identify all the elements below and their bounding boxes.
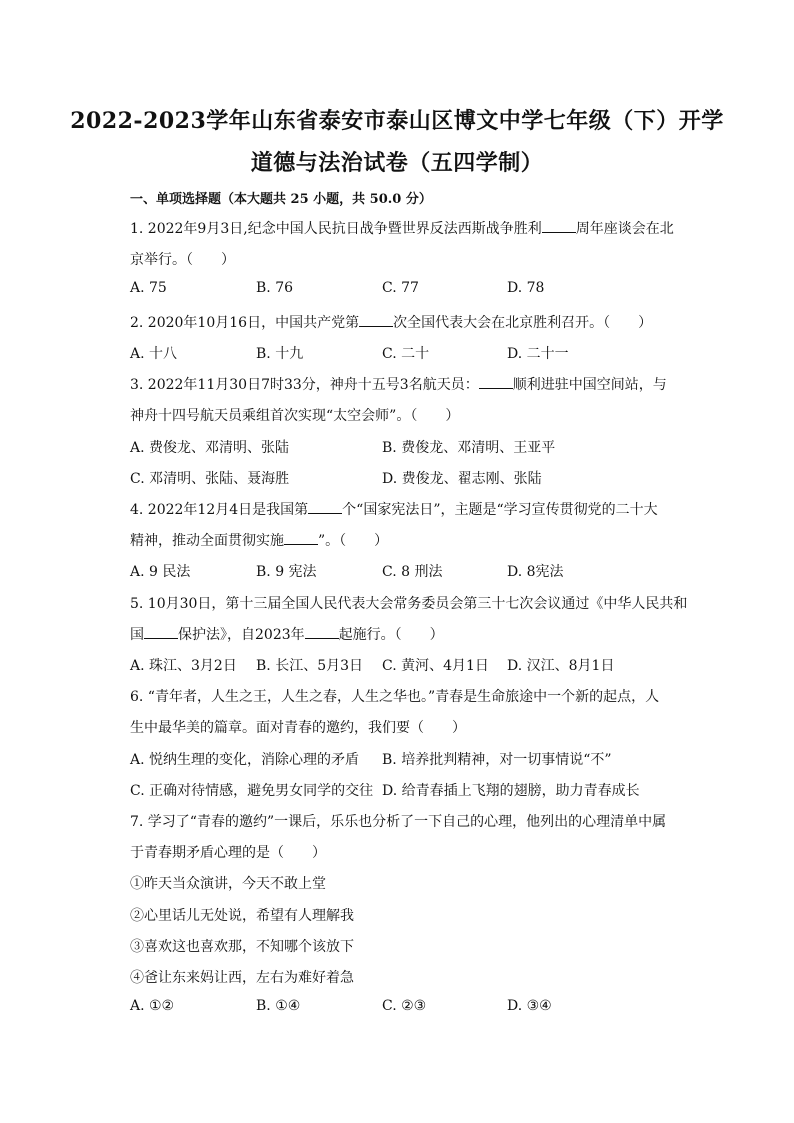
option-a: A. 75 — [130, 280, 167, 296]
option-b: B. 长江、5月3日 — [256, 658, 364, 674]
question-text: 神舟十四号航天员乘组首次实现“太空会师”。（ ） — [130, 408, 460, 424]
option-a: A. ①② — [130, 998, 175, 1014]
option-a: A. 9 民法 — [130, 564, 191, 580]
statement-2: ②心里话儿无处说，希望有人理解我 — [130, 908, 354, 924]
question-text: 次全国代表大会在北京胜利召开。（ ） — [393, 315, 653, 331]
option-b: B. 十九 — [256, 346, 304, 362]
option-d: D. ③④ — [507, 998, 552, 1014]
option-c: C. 8 刑法 — [382, 564, 443, 580]
option-d: D. 二十一 — [507, 346, 569, 362]
question-text: 6. “青年者，人生之王，人生之春，人生之华也。”青春是生命旅途中一个新的起点，人 — [130, 689, 660, 705]
question-text: 保护法》，自2023年 — [178, 627, 305, 643]
answer-blank — [284, 532, 318, 545]
option-b: B. 9 宪法 — [256, 564, 317, 580]
question-text: 精神，推动全面贯彻实施 — [130, 533, 284, 549]
option-c: C. 77 — [382, 280, 419, 296]
statement-3: ③喜欢这也喜欢那，不知哪个该放下 — [130, 939, 354, 955]
statement-4: ④爸让东来妈让西，左右为难好着急 — [130, 970, 354, 986]
option-d: D. 给青春插上飞翔的翅膀，助力青春成长 — [382, 783, 640, 799]
answer-blank — [479, 376, 513, 389]
option-b: B. ①④ — [256, 998, 301, 1014]
question-text: 起施行。（ ） — [338, 627, 444, 643]
option-b: B. 76 — [256, 280, 294, 296]
option-a: A. 珠江、3月2日 — [130, 658, 237, 674]
option-a: A. 费俊龙、邓清明、张陆 — [130, 440, 290, 456]
question-text: 个“国家宪法日”，主题是“学习宣传贯彻党的二十大 — [342, 502, 658, 518]
question-text: 5. 10月30日，第十三届全国人民代表大会常务委员会第三十七次会议通过《中华人民共和 — [130, 596, 688, 612]
option-a: A. 悦纳生理的变化，消除心理的矛盾 — [130, 752, 360, 768]
option-c: C. 邓清明、张陆、聂海胜 — [130, 471, 290, 487]
question-text: 7. 学习了“青春的邀约”一课后，乐乐也分析了一下自己的心理，他列出的心理清单中属 — [130, 814, 667, 830]
question-text: 3. 2022年11月30日7时33分，神舟十五号3名航天员： — [130, 377, 479, 393]
question-text: 国 — [130, 627, 144, 643]
question-text: 京举行。（ ） — [130, 252, 235, 268]
exam-title-line2: 道德与法治试卷（五四学制） — [250, 150, 544, 176]
answer-blank — [305, 626, 339, 639]
statement-1: ①昨天当众演讲，今天不敢上堂 — [130, 876, 326, 892]
question-text: ”。（ ） — [318, 533, 389, 549]
answer-blank — [308, 501, 342, 514]
section-heading: 一、单项选择题（本大题共 25 小题，共 50.0 分） — [130, 192, 432, 207]
option-d: D. 费俊龙、翟志刚、张陆 — [382, 471, 542, 487]
option-a: A. 十八 — [130, 346, 178, 362]
option-d: D. 8宪法 — [507, 564, 564, 580]
option-c: C. 正确对待情感，避免男女同学的交往 — [130, 783, 374, 799]
exam-title-line1: 2022-2023学年山东省泰安市泰山区博文中学七年级（下）开学 — [70, 108, 724, 134]
answer-blank — [359, 314, 393, 327]
option-b: B. 费俊龙、邓清明、王亚平 — [382, 440, 556, 456]
option-c: C. 黄河、4月1日 — [382, 658, 489, 674]
question-text: 2. 2020年10月16日，中国共产党第 — [130, 315, 360, 331]
question-text: 于青春期矛盾心理的是（ ） — [130, 845, 326, 861]
option-b: B. 培养批判精神，对一切事情说“不” — [382, 752, 612, 768]
question-text: 4. 2022年12月4日是我国第 — [130, 502, 309, 518]
question-text: 顺利进驻中国空间站，与 — [512, 377, 667, 393]
option-d: D. 78 — [507, 280, 545, 296]
answer-blank — [542, 220, 576, 233]
question-text: 生中最华美的篇章。面对青春的邀约，我们要（ ） — [130, 720, 466, 736]
question-text: 周年座谈会在北 — [575, 221, 674, 237]
answer-blank — [144, 626, 178, 639]
option-c: C. 二十 — [382, 346, 430, 362]
option-c: C. ②③ — [382, 998, 427, 1014]
option-d: D. 汉江、8月1日 — [507, 658, 615, 674]
question-text: 1. 2022年9月3日,纪念中国人民抗日战争暨世界反法西斯战争胜利 — [130, 221, 542, 237]
